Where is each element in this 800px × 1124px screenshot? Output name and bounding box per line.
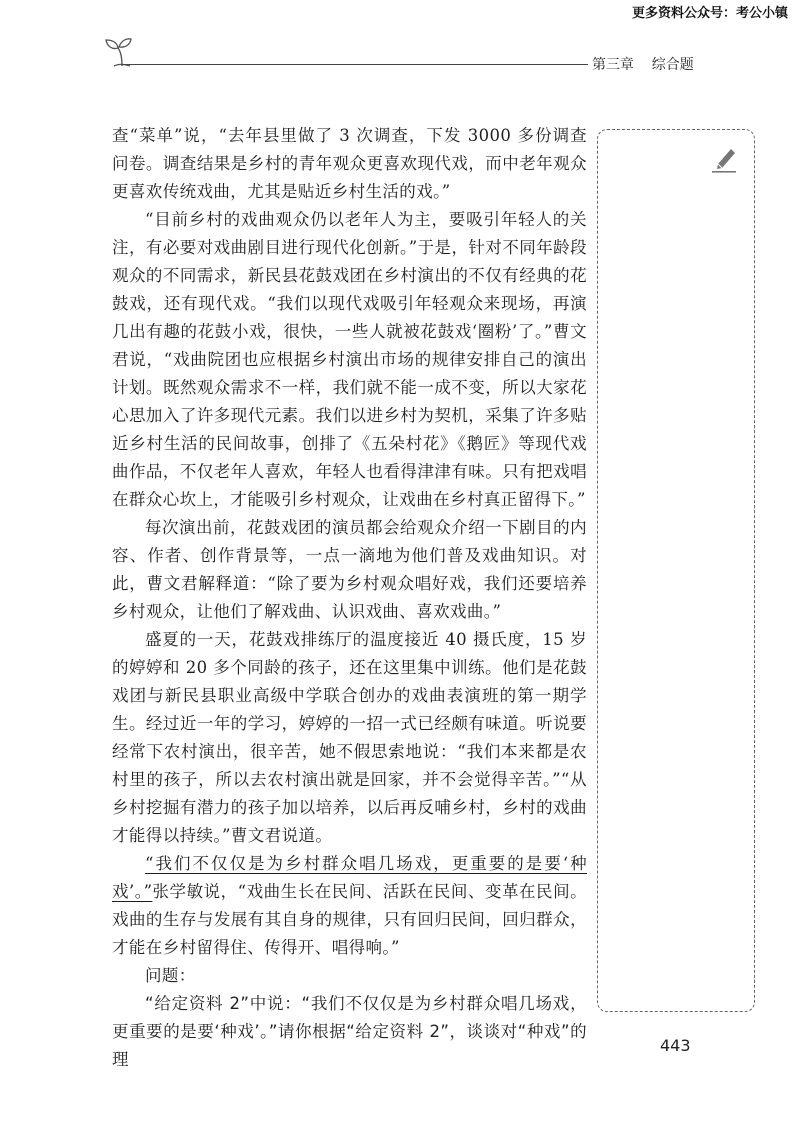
- header-rule: [122, 64, 588, 65]
- paragraph: 盛夏的一天，花鼓戏排练厅的温度接近 40 摄氏度，15 岁的婷婷和 20 多个同龄的孩子，还在这里集中训练。他们是花鼓戏团与新民县职业高级中学联合创办的戏曲表演班的第一期学生。经过近一年的学习，婷婷的一招一式已经颇有味道。听说要经常下农村演出，很辛苦，她不假思索地说：“我们本来都是农村里的孩子，所以去农村演出就是回家，并不会觉得辛苦。”“从乡村挖掘有潜力的孩子加以培养，以后再反哺乡村，乡村的戏曲才能得以持续。”曹文君说道。: [112, 630, 587, 845]
- page-header: [0, 0, 800, 80]
- main-text: [112, 122, 587, 1074]
- paragraph-continuation: 张学敏说，“戏曲生长在民间、活跃在民间、变革在民间。戏曲的生存与发展有其自身的规律，只有回归民间，回归群众，才能在乡村留得住、传得开、唱得响。”: [112, 882, 587, 957]
- notes-box: [597, 129, 755, 1012]
- chapter-title: 第三章 综合题: [592, 57, 694, 73]
- top-banner: 更多资料公众号：考公小镇: [631, 6, 788, 21]
- paragraph: [112, 850, 587, 962]
- paragraph: 查“菜单”说，“去年县里做了 3 次调查，下发 3000 多份调查问卷。调查结果是乡村的青年观众更喜欢现代戏，而中老年观众更喜欢传统戏曲，尤其是贴近乡村生活的戏。”: [112, 126, 587, 201]
- question-text: “给定资料 2”中说：“我们不仅仅是为乡村群众唱几场戏，更重要的是要‘种戏’。”请你根据“给定资料 2”，谈谈对“种戏”的理: [112, 994, 587, 1069]
- paragraph: 每次演出前，花鼓戏团的演员都会给观众介绍一下剧目的内容、作者、创作背景等，一点一滴地为他们普及戏曲知识。对此，曹文君解释道：“除了要为乡村观众唱好戏，我们还要培养乡村观众，让他们了解戏曲、认识戏曲、喜欢戏曲。”: [112, 518, 587, 621]
- underlined-quote: “我们不仅仅是为乡村群众唱几场戏，更重要的是要‘种戏’。”: [112, 854, 587, 901]
- paragraph: “目前乡村的戏曲观众仍以老年人为主，要吸引年轻人的关注，有必要对戏曲剧目进行现代化创新。”于是，针对不同年龄段观众的不同需求，新民县花鼓戏团在乡村演出的不仅有经典的花鼓戏，还有现代戏。“我们以现代戏吸引年轻观众来现场，再演几出有趣的花鼓小戏，很快，一些人就被花鼓戏‘圈粉’了。”曹文君说，“戏曲院团也应根据乡村演出市场的规律安排自己的演出计划。既然观众需求不一样，我们就不能一成不变，所以大家花心思加入了许多现代元素。我们以进乡村为契机，采集了许多贴近乡村生活的民间故事，创排了《五朵村花》《鹅匠》等现代戏曲作品，不仅老年人喜欢，年轻人也看得津津有味。只有把戏唱在群众心坎上，才能吸引乡村观众，让戏曲在乡村真正留得下。”: [112, 210, 587, 509]
- pencil-icon: [710, 144, 738, 174]
- question-label: 问题：: [145, 966, 196, 985]
- page-number: 443: [660, 1036, 691, 1055]
